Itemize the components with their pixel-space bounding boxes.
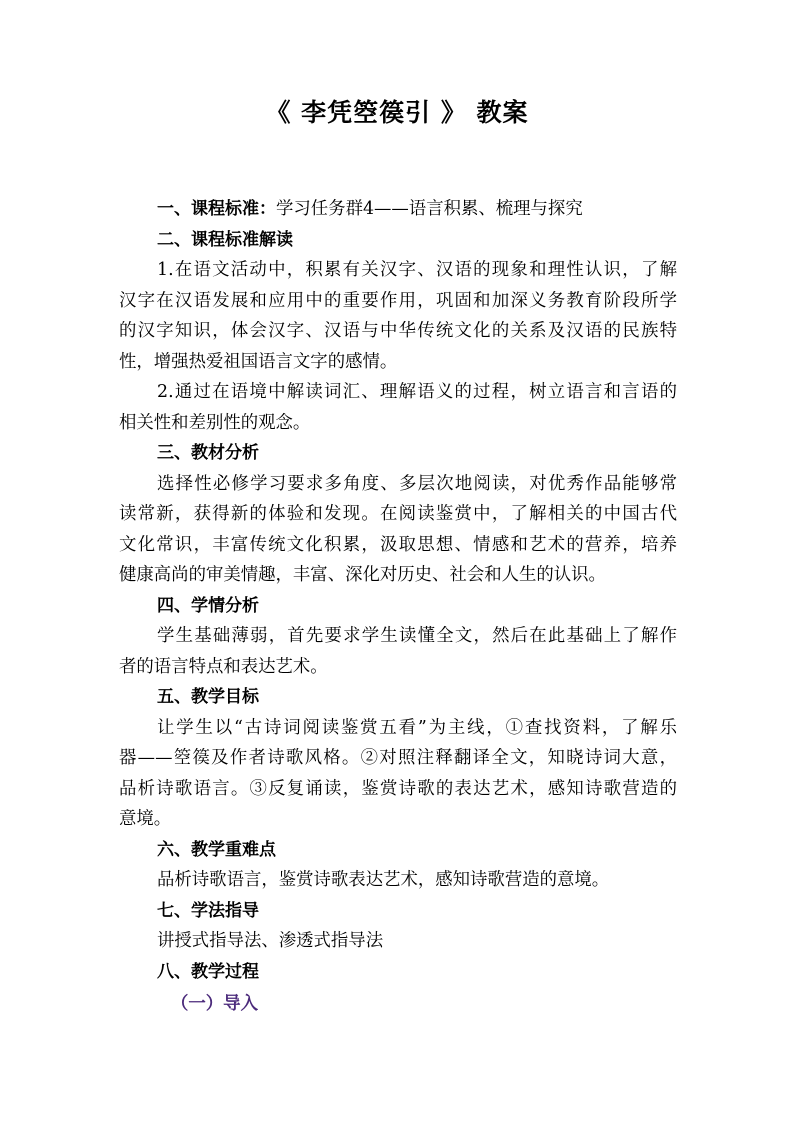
paragraph-line: 健康高尚的审美情趣，丰富、深化对历史、社会和人生的认识。 [119,565,606,585]
paragraph-line: 品析诗歌语言。③反复诵读，鉴赏诗歌的表达艺术，感知诗歌营造的 [119,778,677,799]
document-title: 《 李凭箜篌引 》 教案 [265,98,529,127]
document-body [119,194,677,1020]
paragraph-line: 讲授式指导法、渗透式指导法 [157,931,384,951]
subsection-heading-introduction: （一）导入 [171,994,258,1014]
paragraph-line: 的汉字知识，体会汉字、汉语与中华传统文化的关系及汉语的民族特 [119,321,677,341]
paragraph-line: 性，增强热爱祖国语言文字的感情。 [119,351,398,372]
paragraph-line: 学生基础薄弱，首先要求学生读懂全文，然后在此基础上了解作 [157,626,677,646]
paragraph-line: 者的语言特点和表达艺术。 [119,656,328,677]
section-heading-course-standard [119,194,677,225]
section-heading-learning-methods: 七、学法指导 [157,900,259,921]
paragraph-line: 1.在语文活动中，积累有关汉字、汉语的现象和理性认识，了解 [157,260,677,280]
paragraph-line: 汉字在汉语发展和应用中的重要作用，巩固和加深义务教育阶段所学 [119,290,677,311]
section-heading-key-difficulties: 六、教学重难点 [157,839,276,860]
paragraph-line: 品析诗歌语言，鉴赏诗歌表达艺术，感知诗歌营造的意境。 [157,870,610,890]
paragraph-line: 意境。 [119,809,172,829]
paragraph-line: 读常新，获得新的体验和发现。在阅读鉴赏中，了解相关的中国古代 [119,504,677,524]
section-heading-teaching-process: 八、教学过程 [157,961,259,982]
section-heading-teaching-goals: 五、教学目标 [157,687,259,707]
paragraph-line: 文化常识，丰富传统文化积累，汲取思想、情感和艺术的营养，培养 [119,534,677,555]
paragraph-line: 器——箜篌及作者诗歌风格。②对照注释翻译全文，知晓诗词大意， [119,748,677,768]
paragraph-line: 相关性和差别性的观念。 [119,412,311,433]
paragraph-line: 2.通过在语境中解读词汇、理解语义的过程，树立语言和言语的 [157,382,677,402]
heading-note: 学习任务群4——语言积累、梳理与探究 [276,199,583,219]
paragraph-line: 让学生以“古诗词阅读鉴赏五看”为主线，①查找资料，了解乐 [157,717,677,738]
section-heading-textbook-analysis: 三、教材分析 [157,443,259,463]
paragraph-line: 选择性必修学习要求多角度、多层次地阅读，对优秀作品能够常 [157,473,677,494]
section-heading-student-analysis: 四、学情分析 [157,595,259,616]
section-heading-standard-interpretation: 二、课程标准解读 [157,229,293,250]
heading-label: 一、课程标准： [157,199,276,219]
